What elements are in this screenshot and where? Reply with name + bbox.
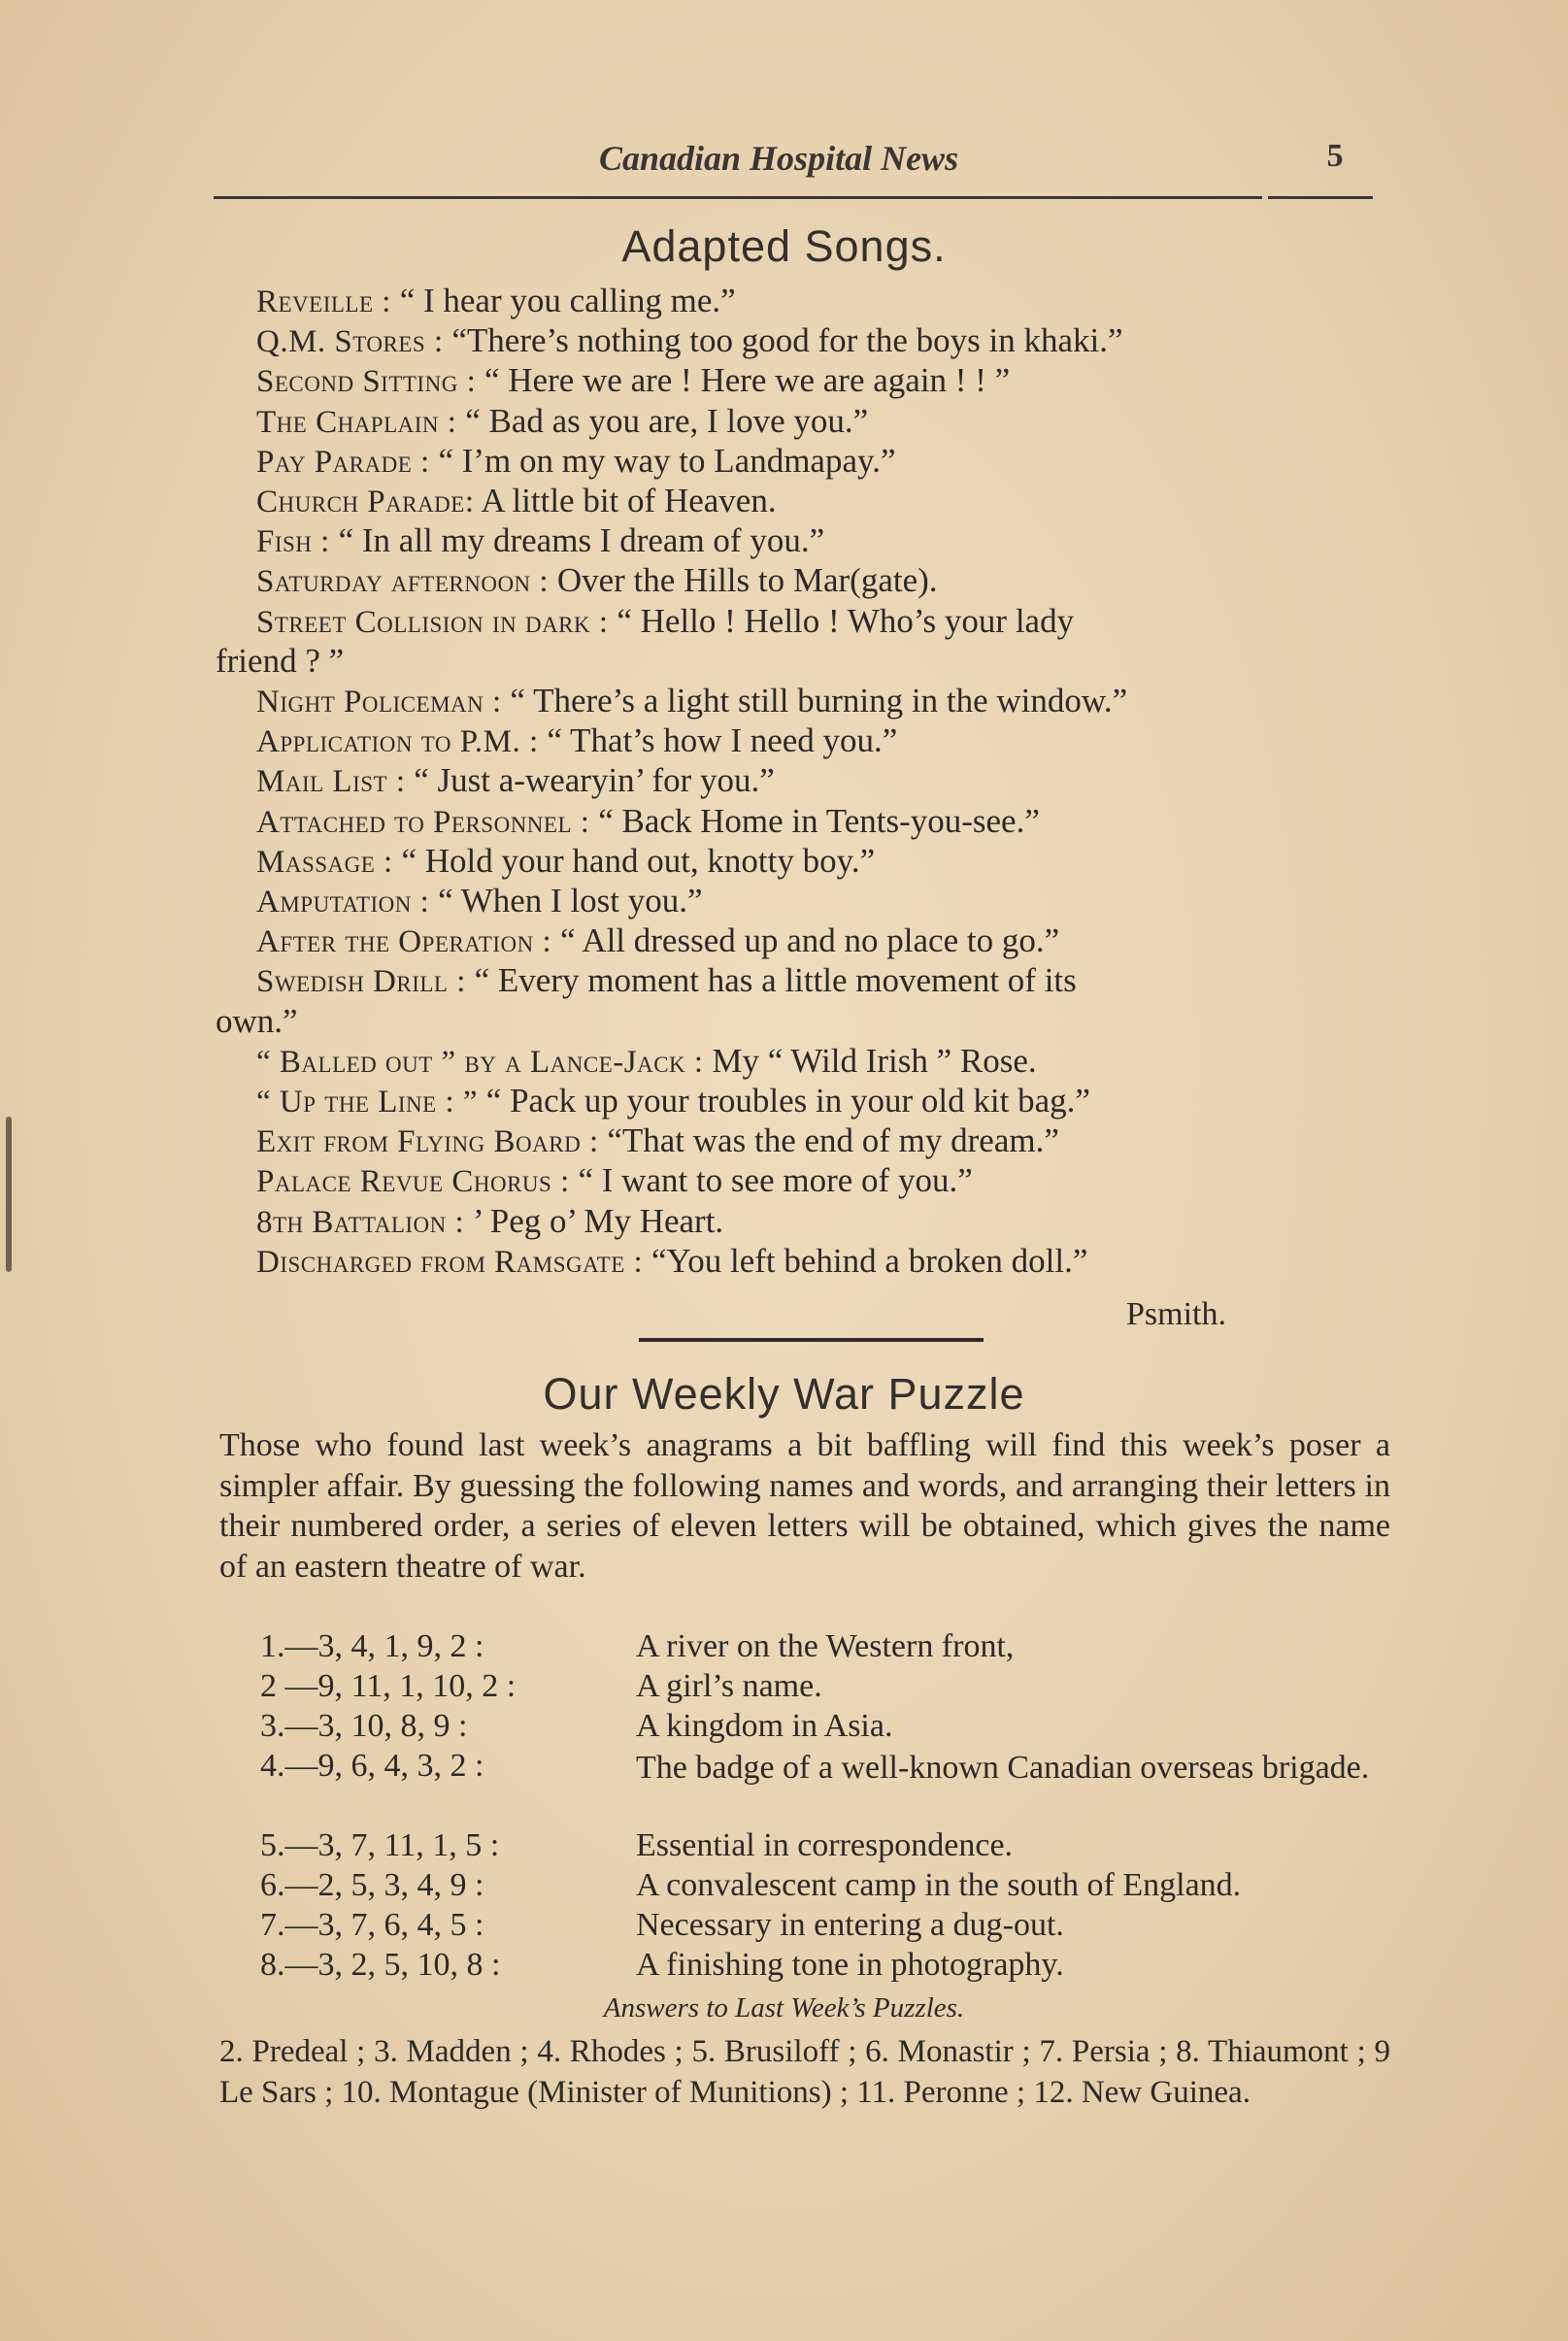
song-line <box>256 282 736 321</box>
song-title: “ All dressed up and no place to go.” <box>551 921 1060 960</box>
clue-number: 4.—9, 6, 4, 3, 2 : <box>260 1748 484 1784</box>
song-occasion: The Chaplain : <box>256 404 457 440</box>
song-occasion: 8th Battalion : <box>256 1204 465 1240</box>
song-line <box>256 1202 723 1242</box>
song-occasion: Saturday afternoon : <box>256 564 550 600</box>
signature: Psmith. <box>1126 1296 1226 1332</box>
clue-number: 7.—3, 7, 6, 4, 5 : <box>260 1907 484 1943</box>
clue-number: 2 —9, 11, 1, 10, 2 : <box>260 1668 517 1704</box>
song-title: “ Pack up your troubles in your old kit bag.” <box>478 1082 1090 1120</box>
song-occasion: After the Operation : <box>256 924 552 960</box>
song-line <box>256 802 1040 842</box>
answers-text: 2. Predeal ; 3. Madden ; 4. Rhodes ; 5. Brusiloff ; 6. Monastir ; 7. Persia ; 8. Thiaumont ; 9 Le Sars ; 10. Montague (Minister of Munitions) ; 11. Peronne ; 12. New Guinea. <box>219 2034 1390 2110</box>
song-line <box>256 761 775 801</box>
song-line <box>256 882 703 921</box>
song-title: “You left behind a broken doll.” <box>643 1241 1088 1280</box>
song-occasion: Street Collision in dark : <box>256 604 609 640</box>
answers-title: Answers to Last Week’s Puzzles. <box>603 1992 965 2023</box>
song-title: “ I’m on my way to Landmapay.” <box>429 441 896 480</box>
section-divider <box>639 1338 984 1342</box>
song-occasion: Swedish Drill : <box>256 964 466 1000</box>
song-occasion: “ Up the Line : ” <box>256 1085 479 1120</box>
song-title: A little bit of Heaven. <box>474 482 777 519</box>
song-occasion: Massage : <box>256 844 393 880</box>
clue-number: 5.—3, 7, 11, 1, 5 : <box>260 1827 500 1863</box>
clue-text: A finishing tone in photography. <box>636 1947 1064 1983</box>
song-title: “ That’s how I need you.” <box>538 721 898 760</box>
song-title: “ I want to see more of you.” <box>569 1161 973 1200</box>
song-title: “ Hello ! Hello ! Who’s your lady <box>608 601 1075 640</box>
song-title: “ Hold your hand out, knotty boy.” <box>392 841 876 880</box>
song-occasion: Amputation : <box>256 885 430 920</box>
song-line <box>256 482 777 521</box>
song-line <box>256 1161 973 1201</box>
song-title: “ In all my dreams I dream of you.” <box>329 521 825 560</box>
song-line <box>256 1121 1059 1161</box>
song-title: ’ Peg o’ My Heart. <box>464 1201 724 1240</box>
song-title: “ Bad as you are, I love you.” <box>456 401 869 440</box>
song-title: “That was the end of my dream.” <box>598 1121 1059 1160</box>
section-heading-songs: Adapted Songs. <box>621 221 947 271</box>
song-title: “ There’s a light still burning in the window.” <box>501 682 1128 719</box>
puzzle-intro: Those who found last week’s anagrams a bit baffling will find this week’s poser a simpler affair. By guessing the following names and words, and arranging their letters in their numbered order, a series of eleven letters will be obtained, which gives the name of an eastern theatre of war. <box>219 1427 1390 1585</box>
clue-text: The badge of a well-known Canadian overseas brigade. <box>636 1750 1370 1786</box>
song-title: “There’s nothing too good for the boys in khaki.” <box>443 321 1123 360</box>
song-title: own.” <box>216 1001 298 1040</box>
song-line <box>256 602 1074 642</box>
song-title: “ Just a-wearyin’ for you.” <box>405 761 775 800</box>
song-line <box>256 682 1127 721</box>
song-occasion: Application to P.M. : <box>256 724 539 760</box>
song-occasion: Attached to Personnel : <box>256 804 590 840</box>
clue-number: 6.—2, 5, 3, 4, 9 : <box>260 1867 484 1903</box>
song-title: “ Every moment has a little movement of its <box>465 961 1077 1000</box>
song-occasion: Mail List : <box>256 764 406 800</box>
song-line <box>256 361 1010 401</box>
clue-number: 3.—3, 10, 8, 9 : <box>260 1708 468 1744</box>
clue-number: 8.—3, 2, 5, 10, 8 : <box>260 1947 501 1983</box>
song-occasion: Fish : <box>256 524 330 560</box>
song-occasion: Second Sitting : <box>256 364 477 400</box>
clue-text: A convalescent camp in the south of England. <box>636 1867 1242 1903</box>
song-line <box>256 442 896 482</box>
song-occasion: Pay Parade : <box>256 444 430 480</box>
song-occasion: Exit from Flying Board : <box>256 1124 599 1160</box>
clue-text: Essential in correspondence. <box>636 1827 1014 1863</box>
song-line <box>256 961 1077 1001</box>
song-line <box>256 402 868 442</box>
song-title: “ Here we are ! Here we are again ! ! ” <box>476 361 1011 400</box>
song-line <box>216 642 344 681</box>
song-line <box>256 1082 1090 1121</box>
song-title: Over the Hills to Mar(gate). <box>549 561 938 600</box>
song-line <box>256 921 1059 961</box>
song-title: “ Back Home in Tents-you-see.” <box>589 801 1040 840</box>
header-rule <box>214 196 1262 199</box>
song-occasion: Church Parade: <box>256 485 475 519</box>
running-header <box>214 138 1374 183</box>
song-title: friend ? ” <box>216 641 345 680</box>
song-occasion: Reveille : <box>256 284 391 319</box>
song-line <box>256 1242 1087 1282</box>
song-occasion: Night Policeman : <box>256 685 502 719</box>
song-occasion: “ Balled out ” by a Lance-Jack : <box>256 1044 704 1080</box>
song-line <box>256 1042 1037 1082</box>
song-title: “ When I lost you.” <box>429 882 703 920</box>
clue-text: A river on the Western front, <box>636 1628 1015 1664</box>
running-title: Canadian Hospital News <box>599 139 959 178</box>
clue-text: A girl’s name. <box>636 1668 822 1704</box>
binding-mark <box>6 1117 12 1272</box>
song-occasion: Palace Revue Chorus : <box>256 1164 570 1200</box>
song-title: “ I hear you calling me.” <box>390 282 736 319</box>
song-occasion: Discharged from Ramsgate : <box>256 1244 644 1280</box>
clue-number: 1.—3, 4, 1, 9, 2 : <box>260 1628 484 1664</box>
song-line <box>256 842 875 882</box>
song-line <box>256 561 938 601</box>
song-title: My “ Wild Irish ” Rose. <box>703 1041 1037 1080</box>
clue-text: Necessary in entering a dug-out. <box>636 1907 1064 1943</box>
song-line <box>256 521 824 561</box>
header-rule-short <box>1268 196 1373 199</box>
section-heading-puzzle: Our Weekly War Puzzle <box>543 1369 1025 1419</box>
song-line <box>256 721 897 761</box>
song-occasion: Q.M. Stores : <box>256 324 444 360</box>
song-line <box>216 1002 298 1041</box>
page-number: 5 <box>1326 138 1344 174</box>
song-line <box>256 321 1123 361</box>
clue-text: A kingdom in Asia. <box>636 1708 893 1744</box>
